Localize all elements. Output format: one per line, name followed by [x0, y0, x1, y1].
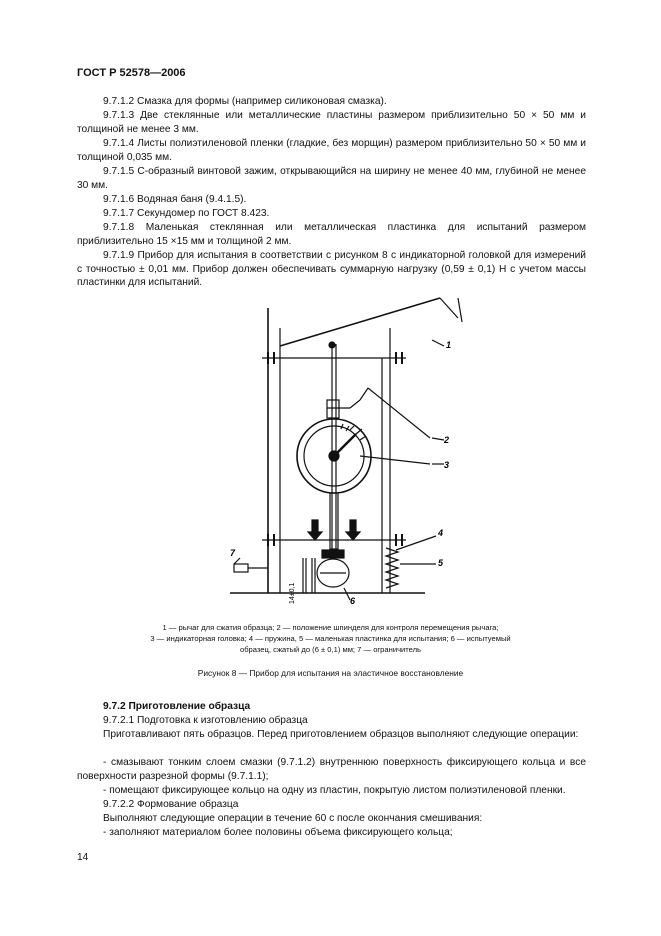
paragraph-9-7-1-3: 9.7.1.3 Две стеклянные или металлические пластины размером приблизительно 50 × 50 мм и толщиной не менее 3 мм. [77, 110, 586, 135]
section-heading: 9.7.2 Приготовление образца [103, 701, 251, 712]
paragraph-lubricate: - смазывают тонким слоем смазки (9.7.1.2) внутреннюю поверхность фиксирующего кольца и все поверхности разрезной формы (9.7.1.1); [77, 757, 586, 782]
figure-legend-line-2: 3 — индикаторная головка; 4 — пружина, 5 — маленькая пластинка для испытания; 6 — испытуемый [150, 634, 511, 643]
test-device-diagram [200, 288, 480, 613]
figure-label-5: 5 [438, 558, 444, 568]
figure-label-6: 6 [350, 596, 356, 606]
figure-label-7: 7 [230, 548, 236, 558]
paragraph-9-7-1-6: 9.7.1.6 Водяная баня (9.4.1.5). [103, 194, 247, 205]
figure-label-3: 3 [444, 460, 450, 470]
paragraph-place-ring: - помещают фиксирующее кольцо на одну из пластин, покрытую листом полиэтиленовой пленки. [103, 785, 566, 796]
figure-8-test-device [200, 288, 480, 613]
page-number: 14 [77, 852, 89, 863]
paragraph-9-7-2-1: 9.7.2.1 Подготовка к изготовлению образца [103, 715, 308, 726]
dimension-label: 14±0,1 [289, 582, 296, 604]
paragraph-operations: Выполняют следующие операции в течение 60 с после окончания смешивания: [103, 813, 483, 824]
figure-legend-line-3: образец, сжатый до (6 ± 0,1) мм; 7 — ограничитель [239, 645, 422, 654]
paragraph-fill-ring: - заполняют материалом более половины объема фиксирующего кольца; [103, 827, 453, 838]
paragraph-9-7-1-7: 9.7.1.7 Секундомер по ГОСТ 8.423. [103, 208, 270, 219]
paragraph-9-7-2-2: 9.7.2.2 Формование образца [103, 799, 239, 810]
paragraph-prep-intro: Приготавливают пять образцов. Перед приготовлением образцов выполняют следующие операции: [103, 729, 579, 740]
paragraph-9-7-1-8: 9.7.1.8 Маленькая стеклянная или металлическая пластинка для испытаний размером приблизительно 15 ×15 мм и толщиной 2 мм. [77, 222, 586, 247]
figure-label-4: 4 [438, 528, 444, 538]
figure-title: Рисунок 8 — Прибор для испытания на эластичное восстановление [197, 668, 464, 678]
paragraph-9-7-1-2: 9.7.1.2 Смазка для формы (например силиконовая смазка). [103, 96, 387, 107]
paragraph-9-7-1-5: 9.7.1.5 С-образный винтовой зажим, открывающийся на ширину не менее 40 мм, глубиной не менее 30 мм. [77, 166, 586, 191]
figure-legend-line-1: 1 — рычаг для сжатия образца; 2 — положение шпинделя для контроля перемещения рычага; [162, 623, 499, 632]
paragraph-9-7-1-4: 9.7.1.4 Листы полиэтиленовой пленки (гладкие, без морщин) размером приблизительно 50 × 50 мм и толщиной 0,035 мм. [77, 138, 586, 163]
document-header: ГОСТ Р 52578—2006 [77, 67, 186, 79]
figure-label-1: 1 [446, 340, 452, 350]
figure-label-2: 2 [444, 435, 450, 445]
paragraph-9-7-1-9: 9.7.1.9 Прибор для испытания в соответствии с рисунком 8 с индикаторной головкой для измерений с точностью ± 0,01 мм. Прибор должен обеспечивать суммарную нагрузку (0,59 ± 0,1) Н с учетом массы пластинки для испытаний. [77, 250, 586, 289]
